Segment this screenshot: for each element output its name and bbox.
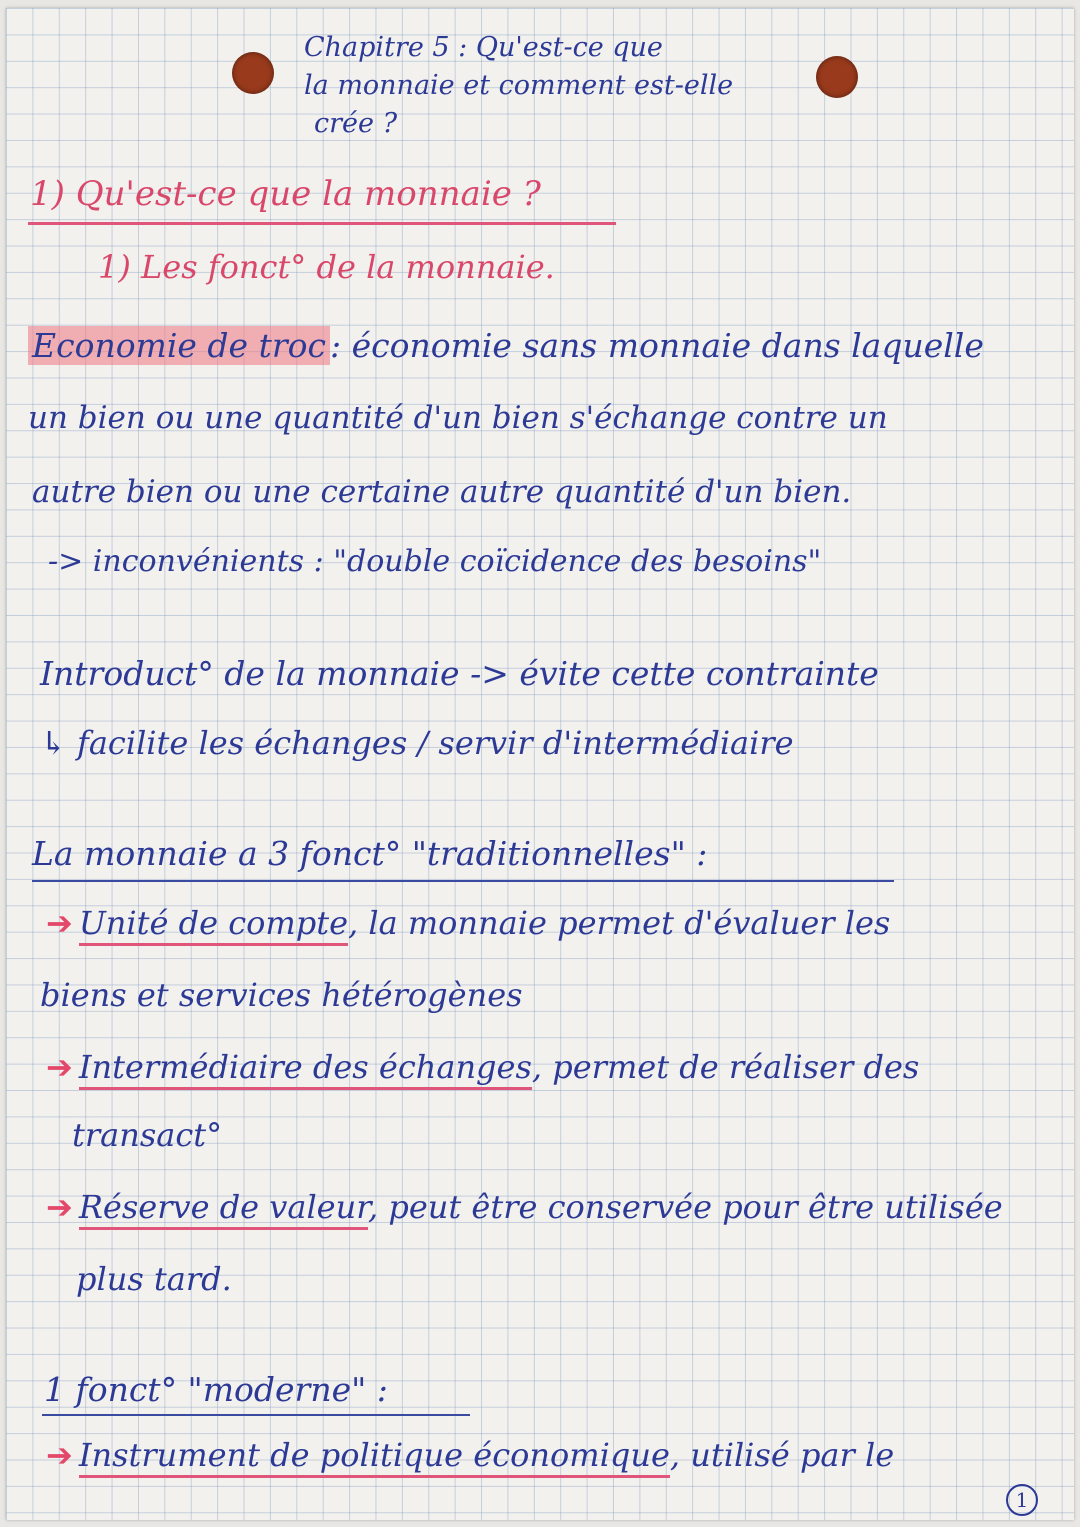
function-item-1 [46, 904, 890, 942]
function-item-2-cont: transact° [72, 1116, 223, 1154]
chapter-title-line1: Chapitre 5 : Qu'est-ce que [304, 32, 663, 63]
arrow-right-icon: ➔ [46, 1048, 73, 1086]
function-item-1-cont: biens et services hétérogènes [40, 976, 523, 1014]
binder-hole-right [816, 56, 858, 98]
function-1-term: Unité de compte [79, 904, 348, 946]
notebook-page [6, 8, 1074, 1520]
modern-heading: 1 fonct° "moderne" : [44, 1370, 388, 1409]
page-number: 1 [1006, 1484, 1038, 1516]
traditional-heading-underline [32, 880, 894, 882]
modern-item-text: , utilisé par le [669, 1436, 895, 1474]
barter-def-start: : économie sans monnaie dans laquelle [329, 326, 984, 365]
binder-hole-left [232, 52, 274, 94]
chapter-title-line3: crée ? [314, 108, 398, 139]
function-item-2 [46, 1048, 919, 1086]
function-item-3-cont: plus tard. [76, 1260, 232, 1298]
section-title: 1) Qu'est-ce que la monnaie ? [30, 174, 541, 214]
function-item-3 [46, 1188, 1003, 1226]
arrow-right-icon: ➔ [46, 1188, 73, 1226]
function-1-text: , la monnaie permet d'évaluer les [348, 904, 891, 942]
function-3-term: Réserve de valeur [79, 1188, 368, 1230]
function-2-text: , permet de réaliser des [531, 1048, 920, 1086]
barter-term: Economie de troc [28, 326, 330, 365]
section-title-underline [28, 222, 616, 225]
intro-line1: Introduct° de la monnaie -> évite cette contrainte [40, 654, 879, 693]
barter-definition-line1 [28, 326, 984, 365]
barter-drawback: -> inconvénients : "double coïcidence des besoins" [48, 544, 822, 579]
barter-definition-line2: un bien ou une quantité d'un bien s'échange contre un [28, 400, 888, 436]
barter-definition-line3: autre bien ou une certaine autre quantité d'un bien. [32, 474, 852, 510]
modern-item [46, 1436, 894, 1474]
modern-item-term: Instrument de politique économique [79, 1436, 670, 1478]
traditional-heading: La monnaie a 3 fonct° "traditionnelles" : [32, 834, 708, 873]
arrow-right-icon: ➔ [46, 1436, 73, 1474]
chapter-title-line2: la monnaie et comment est-elle [304, 70, 734, 101]
intro-line2: ↳ facilite les échanges / servir d'intermédiaire [40, 724, 794, 762]
function-3-text: , peut être conservée pour être utilisée [368, 1188, 1003, 1226]
function-2-term: Intermédiaire des échanges [79, 1048, 532, 1090]
modern-heading-underline [42, 1414, 470, 1416]
arrow-right-icon: ➔ [46, 904, 73, 942]
subsection-title: 1) Les fonct° de la monnaie. [98, 248, 555, 286]
